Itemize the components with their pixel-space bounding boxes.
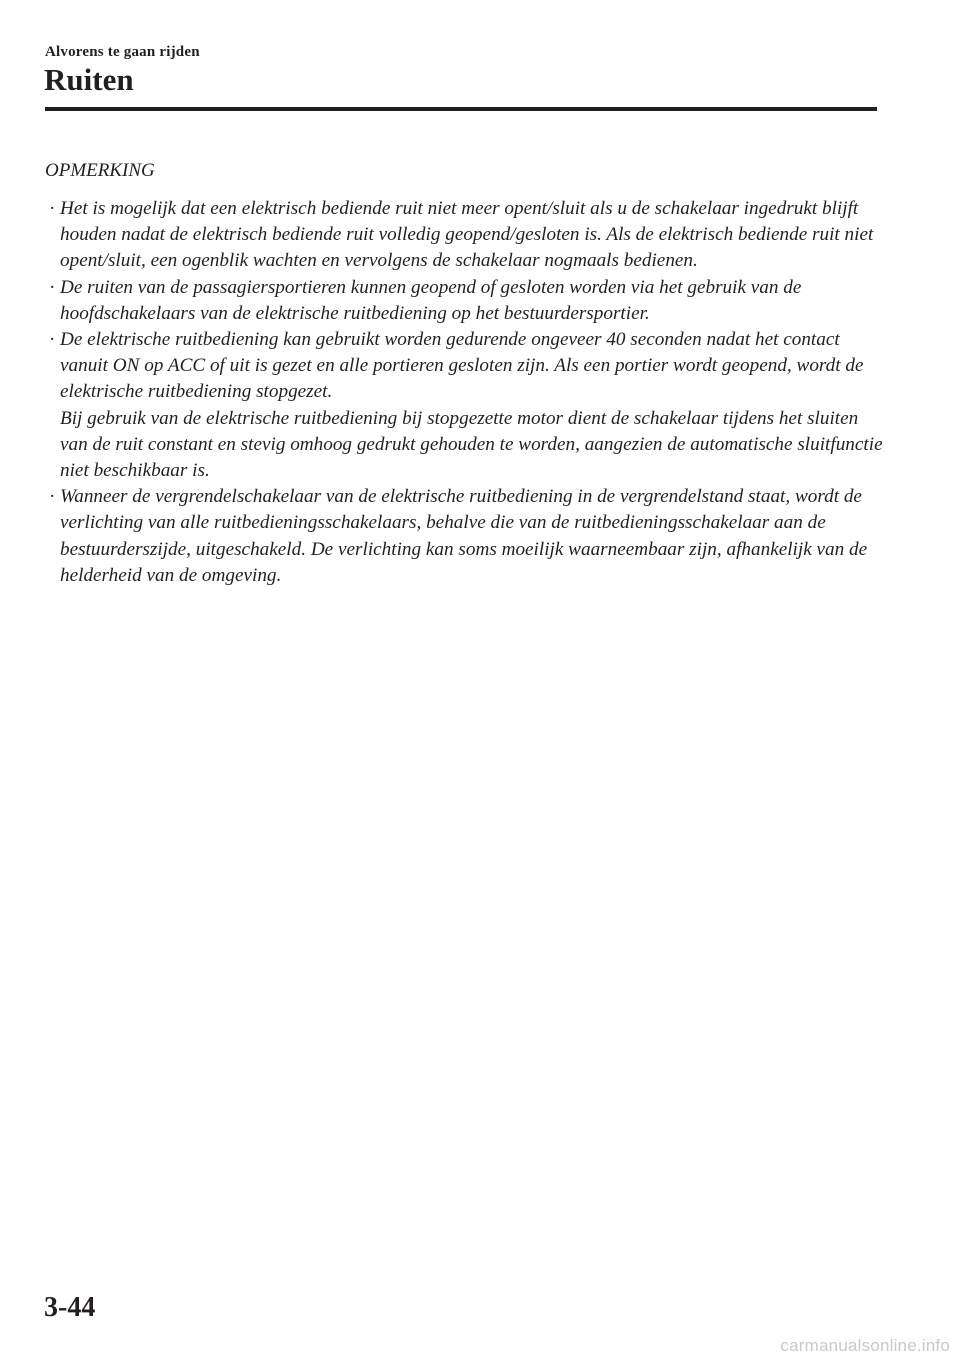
note-heading: OPMERKING xyxy=(45,160,155,181)
note-item xyxy=(45,196,885,275)
note-item-text: Wanneer de vergrendelschakelaar van de elektrische ruitbediening in de vergrendelstand staat, wordt de verlichting van alle ruitbedieningsschakelaars, behalve die van de ruitbedieningsschakelaar aan de bestuurderszijde, uitgeschakeld. De verlichting kan soms moeilijk waarneembaar zijn, afhankelijk van de helderheid van de omgeving. xyxy=(60,486,868,586)
bullet: · xyxy=(49,486,56,508)
bullet: · xyxy=(49,276,56,298)
note-item-text: Het is mogelijk dat een elektrisch bediende ruit niet meer opent/sluit als u de schakelaar ingedrukt blijft houden nadat de elektrisch bediende ruit volledig geopend/gesloten is. Als de elektrisch bediende ruit niet opent/sluit, een ogenblik wachten en vervolgens de schakelaar nogmaals bedienen. xyxy=(60,198,874,272)
note-item-text-continued: Bij gebruik van de elektrische ruitbediening bij stopgezette motor dient de schakelaar tijdens het sluiten van de ruit constant en stevig omhoog gedrukt gehouden te worden, aangezien de automatische sluitfunctie niet beschikbaar is. xyxy=(60,407,883,482)
note-item-text: De ruiten van de passagiersportieren kunnen geopend of gesloten worden via het gebruik van de hoofdschakelaars van de elektrische ruitbediening op het bestuurdersportier. xyxy=(60,276,802,324)
page-number: 3-44 xyxy=(44,1292,96,1323)
note-item xyxy=(45,484,885,589)
note-list xyxy=(45,196,885,589)
bullet: · xyxy=(49,198,56,219)
note-item xyxy=(45,327,885,484)
header-rule xyxy=(45,107,877,111)
section-title: Ruiten xyxy=(44,62,134,97)
note-item-text: De elektrische ruitbediening kan gebruikt worden gedurende ongeveer 40 seconden nadat het contact vanuit ON op ACC of uit is gezet en alle portieren gesloten zijn. Als een portier wordt geopend, wordt de elektrische ruitbediening stopgezet. xyxy=(60,329,864,403)
chapter-label: Alvorens te gaan rijden xyxy=(45,44,200,60)
bullet: · xyxy=(49,329,56,351)
watermark: carmanualsonline.info xyxy=(780,1336,950,1355)
note-item xyxy=(45,275,885,327)
